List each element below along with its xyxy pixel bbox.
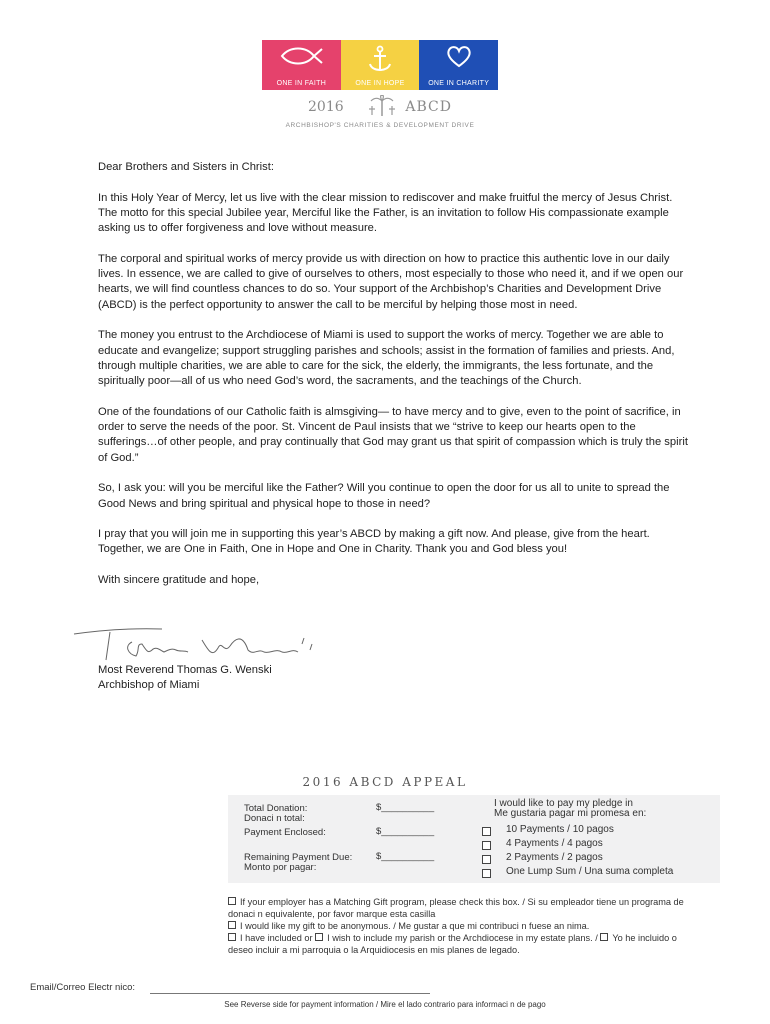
paragraph-4: One of the foundations of our Catholic faith is almsgiving— to have mercy and to give, even to the point of sacrifice, in order to serve the needs of the poor. St. Vincent de Paul insists that we “strive to keep our hearts open to the sufferings…of other people, and pray continually that God may grant us that spirit of compassion which is truly the spirit of God.” [98, 405, 688, 464]
remaining-due-label: Remaining Payment Due: [244, 852, 353, 863]
remaining-due-label-es: Monto por pagar: [244, 862, 317, 873]
acronym-text: ABCD [405, 99, 452, 115]
estate-wish-text: I wish to include my parish or the Archdiocese in my estate plans. / [327, 933, 598, 943]
estate-included-text: I have included or [240, 933, 313, 943]
anonymous-text: I would like my gift to be anonymous. / Me gustar a que mi contribuci n fuese an nima. [240, 921, 590, 931]
total-donation-field[interactable]: $__________ [376, 802, 435, 813]
email-field[interactable] [150, 993, 430, 994]
palm-cross-icon [368, 95, 396, 117]
pledge-lump-label: One Lump Sum / Una suma completa [506, 866, 674, 877]
pledge-heading: I would like to pay my pledge in [494, 798, 633, 809]
paragraph-2: The corporal and spiritual works of mercy provide us with direction on how to practice this authentic love in our daily lives. In essence, we are called to give of ourselves to others, most especially to those who need it, and if we open our hearts, we will find countless chances to do so. Your support of the Archbishop’s Charities and Development Drive (ABCD) is the perfect opportunity to answer the call to be merciful by helping those most in need. [98, 252, 684, 311]
paragraph-5: So, I ask you: will you be merciful like the Father? Will you continue to open the door for us all to unite to spread the Good News and bring spiritual and physical hope to those in need? [98, 482, 670, 510]
appeal-box [228, 795, 720, 883]
anonymous-checkbox[interactable] [228, 921, 236, 929]
charity-panel [419, 40, 498, 90]
year-line [262, 99, 498, 115]
email-label: Email/Correo Electr nico: [30, 982, 136, 993]
abcd-logo [262, 40, 498, 90]
payment-enclosed-field[interactable]: $__________ [376, 826, 435, 837]
closing: With sincere gratitude and hope, [98, 574, 260, 587]
footer-note: See Reverse side for payment information / Mire el lado contrario para informaci n de pago [224, 1000, 546, 1009]
remaining-due-field[interactable]: $__________ [376, 851, 435, 862]
pledge-2-checkbox[interactable] [482, 855, 491, 864]
salutation: Dear Brothers and Sisters in Christ: [98, 161, 274, 173]
pledge-4-label: 4 Payments / 4 pagos [506, 838, 603, 849]
pledge-10-label: 10 Payments / 10 pagos [506, 824, 614, 835]
year-text: 2016 [308, 99, 344, 115]
anchor-icon [365, 45, 395, 75]
signer-block [98, 663, 272, 693]
charity-label: ONE IN CHARITY [428, 80, 490, 87]
payment-enclosed-label: Payment Enclosed: [244, 827, 326, 838]
hope-panel [341, 40, 420, 90]
estate-text-2: deseo incluir a mi parroquia o la Arquidiocesis en mis planes de legado. [228, 945, 520, 955]
org-name: ARCHBISHOP'S CHARITIES & DEVELOPMENT DRIVE [285, 122, 475, 129]
pledge-2-label: 2 Payments / 2 pagos [506, 852, 603, 863]
pledge-10-checkbox[interactable] [482, 827, 491, 836]
faith-panel [262, 40, 341, 90]
total-donation-label-es: Donaci n total: [244, 813, 305, 824]
estate-included-checkbox[interactable] [228, 933, 236, 941]
hope-label: ONE IN HOPE [355, 80, 405, 87]
gift-options [228, 896, 748, 956]
total-donation-label: Total Donation: [244, 803, 308, 814]
estate-es-text: Yo he incluido o [612, 933, 677, 943]
signer-name: Most Reverend Thomas G. Wenski [98, 664, 272, 676]
appeal-title: 2016 ABCD APPEAL [302, 775, 468, 789]
paragraph-3: The money you entrust to the Archdiocese of Miami is used to support the works of mercy. Together we are able to educate and evangelize; support struggling parishes and schools; assist in the formation of families and priests. And, through multiple charities, we are able to care for the sick, the elderly, the immigrants, the less fortunate, and the spiritually poor—all of us who need God’s word, the sacraments, and the teachings of the Church. [98, 329, 675, 388]
letter-body [98, 160, 690, 604]
matching-gift-text-2: donaci n equivalente, por favor marque esta casilla [228, 909, 436, 919]
pledge-heading-es: Me gustaria pagar mi promesa en: [494, 808, 647, 819]
heart-icon [446, 45, 472, 69]
paragraph-1: In this Holy Year of Mercy, let us live with the clear mission to rediscover and make fruitful the mercy of Jesus Christ. The motto for this special Jubilee year, Merciful like the Father, is an invitation to follow His compassionate example asking us to offer forgiveness and love without measure. [98, 191, 673, 235]
matching-gift-checkbox[interactable] [228, 897, 236, 905]
estate-wish-checkbox[interactable] [315, 933, 323, 941]
pledge-4-checkbox[interactable] [482, 841, 491, 850]
signer-title: Archbishop of Miami [98, 679, 200, 691]
estate-es-checkbox[interactable] [600, 933, 608, 941]
fish-icon [278, 45, 324, 67]
paragraph-6: I pray that you will join me in supporting this year’s ABCD by making a gift now. And please, give from the heart. Together, we are One in Faith, One in Hope and One in Charity. Thank you and God bless you! [98, 528, 650, 556]
pledge-lump-checkbox[interactable] [482, 869, 491, 878]
matching-gift-text: If your employer has a Matching Gift program, please check this box. / Si su empleador tiene un programa de [240, 897, 684, 907]
faith-label: ONE IN FAITH [276, 80, 327, 87]
signature [72, 620, 332, 662]
